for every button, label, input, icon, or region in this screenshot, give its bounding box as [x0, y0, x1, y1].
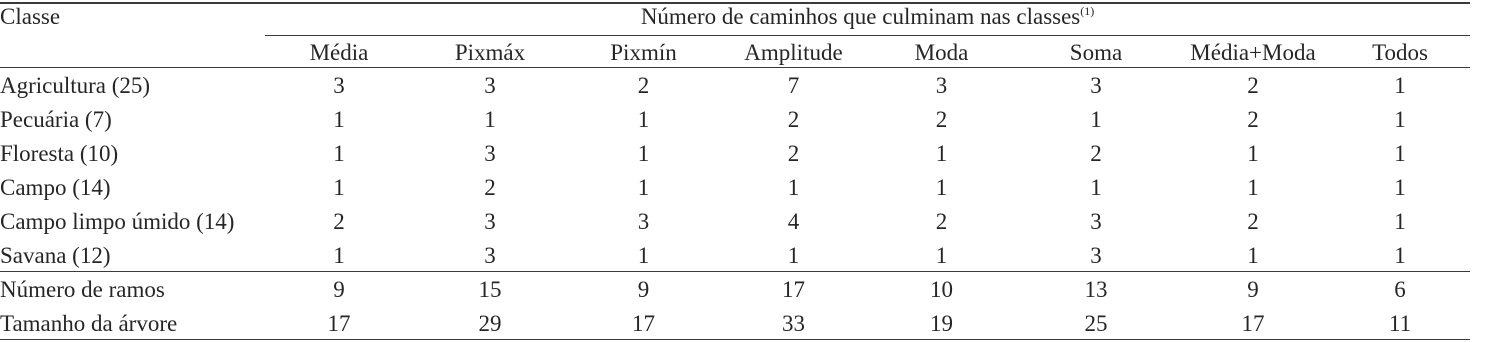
- cell-pixmax: 3: [484, 141, 496, 166]
- cell-media-moda: 1: [1247, 175, 1259, 200]
- cell-media: 1: [333, 107, 345, 132]
- cell-amplitude: 2: [787, 107, 800, 132]
- column-header-amplitude: Amplitude: [720, 35, 867, 67]
- column-header-todos: Todos: [1330, 35, 1470, 67]
- cell-amplitude: 7: [787, 73, 800, 99]
- cell-amplitude: 2: [787, 141, 800, 166]
- cell-pixmax: 15: [413, 271, 567, 305]
- cell-pixmax: 2: [484, 175, 496, 200]
- row-label: Pecuária (7): [0, 107, 112, 132]
- cell-soma: 3: [1090, 242, 1102, 268]
- cell-amplitude: 1: [787, 175, 800, 200]
- cell-pixmin: 1: [637, 242, 650, 268]
- cell-todos: 11: [1388, 310, 1412, 336]
- header-row-group: [0, 3, 1470, 35]
- row-agricultura: [0, 67, 1470, 101]
- cell-media-moda: 1: [1247, 141, 1259, 166]
- stub-header: Classe: [0, 3, 265, 67]
- cell-media: 17: [327, 310, 351, 336]
- column-header-media: Média: [265, 35, 413, 67]
- cell-media-moda: 2: [1247, 73, 1259, 99]
- cell-todos: 1: [1394, 107, 1406, 132]
- cell-amplitude: 17: [720, 271, 867, 305]
- cell-media: 9: [265, 271, 413, 305]
- row-numero-de-ramos: [0, 271, 1470, 305]
- cell-soma: 1: [1090, 175, 1102, 200]
- column-header-media-moda: Média+Moda: [1176, 35, 1330, 67]
- cell-moda: 2: [935, 107, 948, 132]
- cell-soma: 3: [1090, 73, 1102, 99]
- column-header-pixmax: Pixmáx: [413, 35, 567, 67]
- cell-moda: 3: [935, 73, 948, 99]
- cell-pixmin: 2: [637, 73, 650, 99]
- cell-amplitude: 4: [787, 209, 800, 234]
- cell-amplitude: 1: [787, 242, 800, 268]
- row-campo: [0, 169, 1470, 203]
- cell-media-moda: 17: [1241, 310, 1265, 336]
- cell-todos: 1: [1394, 73, 1406, 99]
- row-label: Número de ramos: [0, 271, 265, 305]
- cell-todos: 6: [1330, 271, 1470, 305]
- cell-pixmin: 3: [637, 209, 650, 234]
- table-head: [0, 3, 1470, 67]
- cell-todos: 1: [1394, 175, 1406, 200]
- row-floresta: [0, 135, 1470, 169]
- table-body-classes: [0, 67, 1470, 271]
- cell-pixmax: 1: [484, 107, 496, 132]
- cell-media: 2: [333, 209, 345, 234]
- cell-moda: 1: [935, 141, 948, 166]
- cell-media-moda: 2: [1247, 209, 1259, 234]
- column-header-moda: Moda: [867, 35, 1016, 67]
- cell-soma: 3: [1090, 209, 1102, 234]
- cell-pixmin: 17: [632, 310, 655, 336]
- cell-pixmin: 1: [637, 175, 650, 200]
- cell-pixmin: 9: [567, 271, 720, 305]
- row-label: Savana (12): [0, 242, 111, 268]
- cell-pixmin: 1: [637, 107, 650, 132]
- column-header-pixmin: Pixmín: [567, 35, 720, 67]
- cell-pixmax: 3: [484, 73, 496, 99]
- cell-media: 1: [333, 141, 345, 166]
- row-campo-limpo-umido: [0, 203, 1470, 237]
- cell-moda: 2: [935, 209, 948, 234]
- classification-paths-table: [0, 2, 1470, 340]
- cell-moda: 10: [867, 271, 1016, 305]
- cell-pixmax: 29: [478, 310, 502, 336]
- row-label: Campo (14): [0, 175, 111, 200]
- cell-media: 1: [333, 175, 345, 200]
- footnote-marker: (1): [1080, 4, 1095, 19]
- row-label: Agricultura (25): [0, 73, 151, 99]
- column-header-soma: Soma: [1016, 35, 1176, 67]
- cell-media-moda: 9: [1176, 271, 1330, 305]
- cell-media-moda: 1: [1247, 242, 1259, 268]
- row-label: Campo limpo úmido (14): [0, 209, 235, 234]
- cell-moda: 1: [935, 175, 948, 200]
- cell-media: 3: [333, 73, 345, 99]
- cell-moda: 19: [930, 310, 953, 336]
- cell-soma: 2: [1090, 141, 1102, 166]
- cell-pixmin: 1: [637, 141, 650, 166]
- row-savana: [0, 237, 1470, 271]
- cell-pixmax: 3: [484, 242, 496, 268]
- group-header-text: Número de caminhos que culminam nas classes: [640, 4, 1081, 30]
- cell-todos: 1: [1394, 209, 1406, 234]
- cell-media-moda: 2: [1247, 107, 1259, 132]
- cell-soma: 1: [1090, 107, 1102, 132]
- cell-todos: 1: [1394, 141, 1406, 166]
- cell-amplitude: 33: [782, 310, 805, 336]
- cell-soma: 13: [1016, 271, 1176, 305]
- cell-soma: 25: [1084, 310, 1108, 336]
- cell-media: 1: [333, 242, 345, 268]
- table-body-summary: [0, 271, 1470, 339]
- row-label: Tamanho da árvore: [0, 310, 178, 336]
- cell-todos: 1: [1394, 242, 1406, 268]
- row-label: Floresta (10): [0, 141, 119, 166]
- cell-pixmax: 3: [484, 209, 496, 234]
- row-tamanho-da-arvore: [0, 305, 1470, 339]
- group-header: [265, 3, 1470, 35]
- cell-moda: 1: [935, 242, 948, 268]
- row-pecuaria: [0, 101, 1470, 135]
